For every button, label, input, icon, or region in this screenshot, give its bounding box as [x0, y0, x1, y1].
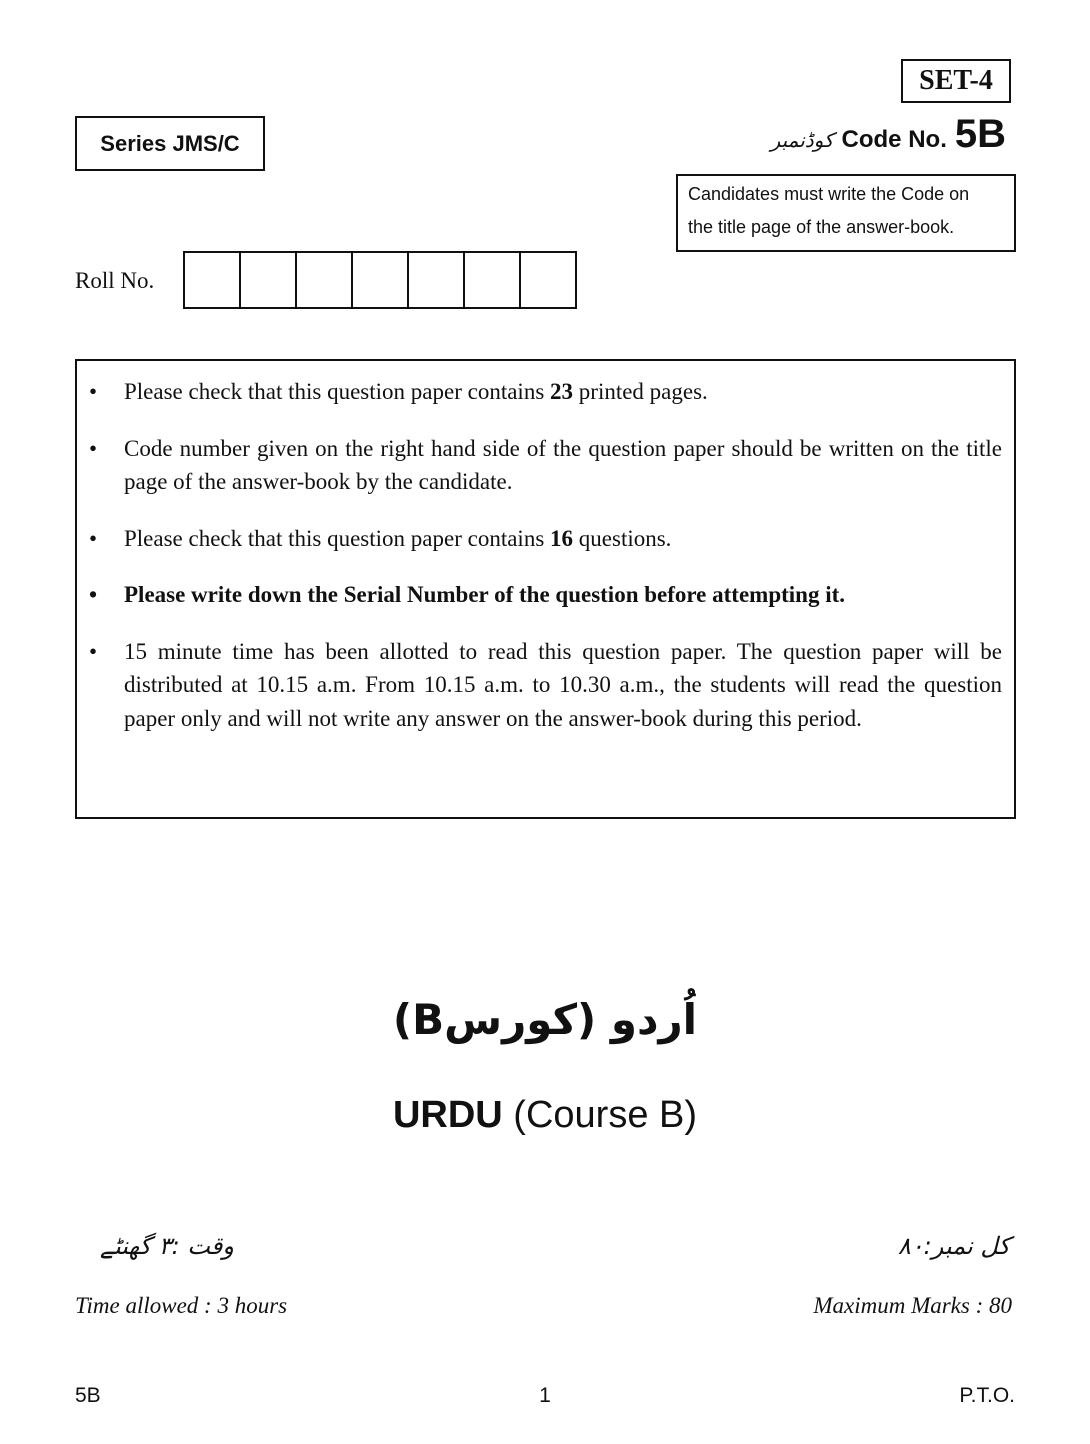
roll-number-box[interactable] [297, 253, 353, 307]
instruction-item: • Please check that this question paper contains 23 printed pages. [89, 375, 1002, 409]
roll-number-box[interactable] [521, 253, 575, 307]
series-box [75, 116, 265, 171]
set-number-box [901, 59, 1011, 103]
roll-number-box[interactable] [353, 253, 409, 307]
instruction-item: • Please write down the Serial Number of the question before attempting it. [89, 578, 1002, 612]
roll-number-box[interactable] [241, 253, 297, 307]
roll-number-box[interactable] [409, 253, 465, 307]
instructions-box [75, 359, 1016, 819]
roll-number-box[interactable] [465, 253, 521, 307]
max-marks-urdu: کل نمبر:۸۰ [897, 1232, 1010, 1260]
roll-number-box[interactable] [185, 253, 241, 307]
pto-label: P.T.O. [959, 1384, 1015, 1407]
code-number-line [771, 112, 1006, 162]
instruction-item: • Please check that this question paper contains 16 questions. [89, 522, 1002, 556]
instruction-item: • Code number given on the right hand side of the question paper should be written on the title page of the answer-book by the candidate. [89, 432, 1002, 499]
candidates-note-box [676, 174, 1016, 252]
urdu-subject-title: اُردو (کورسB) [392, 995, 698, 1044]
candidates-note-line-2: the title page of the answer-book. [688, 217, 955, 237]
code-number-value: 5B [954, 112, 1006, 156]
subject-title-course: (Course B) [502, 1094, 698, 1136]
instruction-item: • 15 minute time has been allotted to read this question paper. The question paper will be distributed at 10.15 a.m. From 10.15 a.m. to 10.30 a.m., the students will read the question paper only and will not write any answer on the answer-book during this period. [89, 635, 1002, 736]
candidates-note-line-1: Candidates must write the Code on [688, 184, 970, 204]
bullet-icon: • [89, 638, 98, 664]
bullet-icon: • [89, 435, 98, 461]
instructions-list [89, 375, 1002, 735]
footer-code: 5B [75, 1384, 101, 1407]
time-allowed-urdu: وقت :۳ گھنٹے [100, 1232, 234, 1260]
bullet-icon: • [89, 379, 98, 404]
roll-number-label: Roll No. [75, 268, 155, 293]
code-number-urdu: کوڈنمبر [770, 128, 834, 152]
max-marks: Maximum Marks : 80 [813, 1293, 1012, 1318]
page-number: 1 [539, 1384, 551, 1407]
roll-number-grid [183, 251, 577, 309]
series-label: Series JMS/C [100, 130, 240, 156]
bullet-icon: • [89, 582, 98, 607]
code-number-label: Code No. [841, 126, 947, 153]
subject-title [0, 1094, 1090, 1137]
bullet-icon: • [89, 525, 98, 551]
set-number: SET-4 [919, 65, 993, 96]
subject-title-bold: URDU [392, 1094, 503, 1136]
time-allowed: Time allowed : 3 hours [75, 1293, 288, 1318]
